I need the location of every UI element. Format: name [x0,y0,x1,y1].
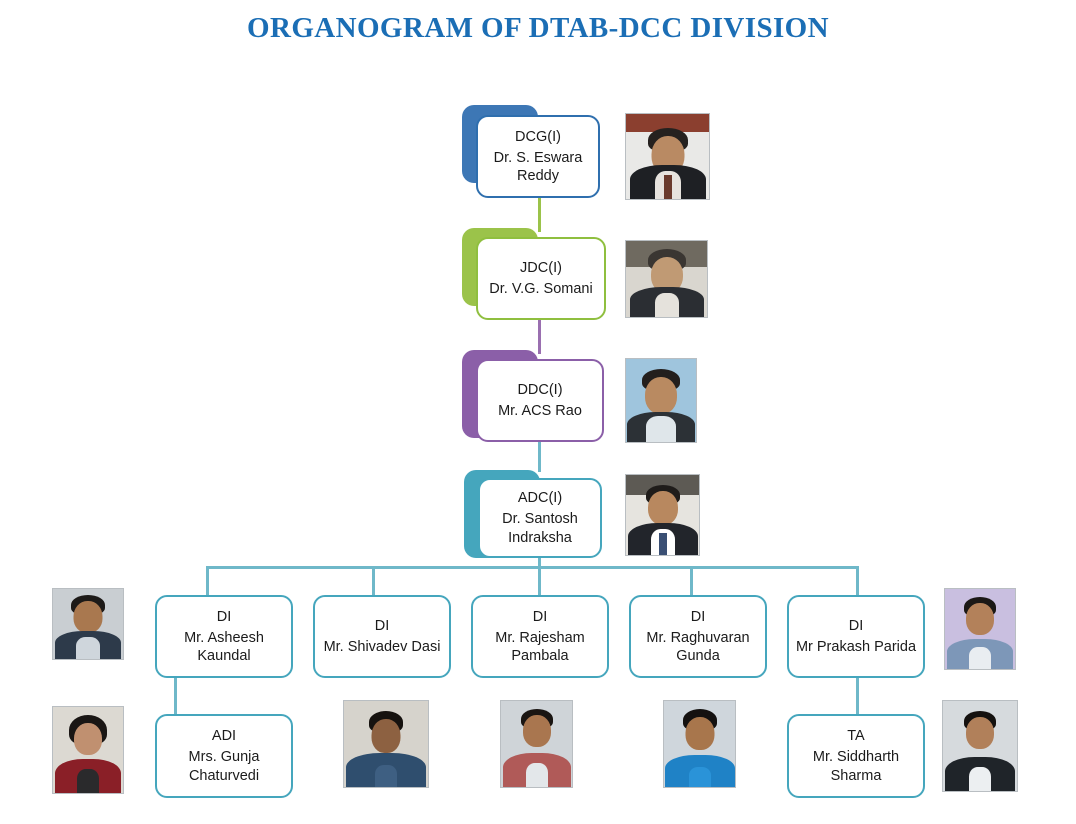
connector-di5-ta [856,678,859,714]
node-dcg-person: Dr. S. Eswara Reddy [493,149,583,185]
photo-adc [625,474,700,556]
photo-jdc [625,240,708,318]
photo-dcg [625,113,710,200]
connector-bus-di4 [690,566,693,595]
node-di-1-person: Mr. Asheesh Kaundal [184,629,264,665]
node-adi-role: ADI [211,728,237,745]
photo-di-left-extra [52,588,124,660]
photo-di-right-extra [944,588,1016,670]
node-ta-role: TA [847,728,865,745]
node-jdc-person: Dr. V.G. Somani [489,281,593,297]
photo-adi [52,706,124,794]
node-jdc-role: JDC(I) [520,259,562,276]
photo-di3-person [500,700,573,788]
connector-bus-di3 [538,566,541,595]
photo-ta [942,700,1018,792]
connector-bus-di5 [856,566,859,595]
node-adc-person: Dr. Santosh Indraksha [502,511,578,546]
node-di-1[interactable] [155,595,293,678]
node-di-3[interactable] [471,595,609,678]
node-dcg-role: DCG(I) [515,128,561,145]
node-di-5[interactable] [787,595,925,678]
node-di-2-person: Mr. Shivadev Dasi [323,639,441,655]
connector-bus-di2 [372,566,375,595]
node-di-1-role: DI [216,608,232,625]
photo-ddc [625,358,697,443]
connector-ddc-adc [538,440,541,472]
node-ta-person: Mr. Siddharth Sharma [812,749,900,784]
photo-di4-person [663,700,736,788]
node-adi-person: Mrs. Gunja Chaturvedi [188,749,260,784]
node-di-2[interactable] [313,595,451,678]
photo-di2-person [343,700,429,788]
node-ddc-person: Mr. ACS Rao [498,403,582,419]
page-title: ORGANOGRAM OF DTAB-DCC DIVISION [247,12,829,44]
node-dcg[interactable] [476,115,600,198]
connector-bus-di1 [206,566,209,595]
node-ddc-role: DDC(I) [517,381,563,398]
node-di-2-role: DI [374,617,390,634]
node-ddc[interactable] [476,359,604,442]
connector-di1-adi [174,678,177,714]
connector-dcg-jdc [538,198,541,232]
node-adc-role: ADC(I) [517,490,563,507]
node-di-4[interactable] [629,595,767,678]
node-di-3-role: DI [532,608,548,625]
connector-jdc-ddc [538,320,541,354]
node-di-4-person: Mr. Raghuvaran Gunda [646,629,750,665]
connector-horizontal-bus [206,566,858,569]
node-di-4-role: DI [690,608,706,625]
node-di-3-person: Mr. Rajesham Pambala [495,629,585,665]
node-adc[interactable] [478,478,602,558]
node-jdc[interactable] [476,237,606,320]
node-adi[interactable] [155,714,293,798]
node-ta[interactable] [787,714,925,798]
node-di-5-role: DI [848,617,864,634]
node-di-5-person: Mr Prakash Parida [795,639,917,655]
